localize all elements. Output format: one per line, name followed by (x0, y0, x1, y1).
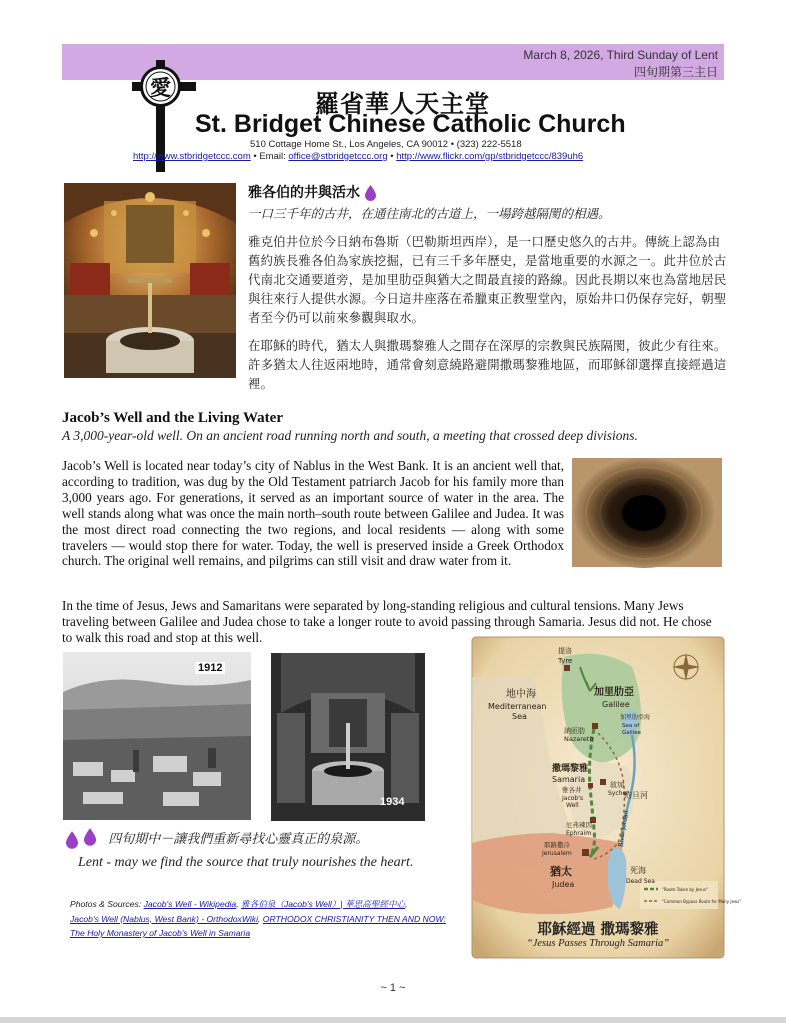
well-shaft-photo (572, 458, 722, 567)
article-paragraph-en-2: In the time of Jesus, Jews and Samaritans were separated by long-standing religious and cultural tensions. Many Jews traveling between Galilee and Judea chose to take a longer route to avoid passing through Samaria. Jesus did not. He chose to walk this road and stop at this well. (62, 598, 712, 645)
map-label-well-cn: 雅各井 (562, 786, 582, 794)
photo-1912-image (63, 652, 251, 820)
article-subtitle-en: A 3,000-year-old well. On an ancient road running north and south, a meeting that crossed deep divisions. (62, 428, 638, 443)
map-label-tyre-cn: 提洛 (558, 647, 572, 655)
map-label-jerusalem-cn: 耶路撒冷 (544, 841, 570, 849)
map-label-galilee-en: Galilee (602, 700, 630, 709)
article-paragraph-cn-2: 在耶穌的時代，猶太人與撒瑪黎雅人之間存在深厚的宗教與民族隔閡，彼此少有往來。許多猶太人往返兩地時，通常會刻意繞路避開撒瑪黎雅地區，而耶穌卻選擇直接經過這裡。 (248, 338, 727, 391)
map-label-sychar-en: Sychor (608, 790, 629, 797)
contact-links (133, 151, 583, 162)
water-drop-icon (84, 828, 96, 846)
church-name-cn: 羅省華人天主堂 (315, 90, 490, 118)
map-label-tyre-en: Tyre (558, 657, 573, 665)
water-drop-icon (66, 831, 78, 849)
photo-1912 (63, 652, 251, 820)
source-link-wikipedia[interactable]: Jacob's Well - Wikipedia (143, 899, 237, 909)
article-title-cn (248, 182, 376, 202)
map-label-samaria-cn: 撒瑪黎雅 (552, 764, 589, 774)
water-drop-icon (365, 185, 376, 201)
lent-message-cn (66, 828, 368, 849)
map-legend-common: "Common Bypass Route for Many Jews" (662, 899, 742, 904)
article-title-cn-text: 雅各伯的井與活水 (248, 185, 360, 201)
sources-prefix: Photos & Sources: (70, 899, 144, 909)
article-title-en: Jacob’s Well and the Living Water (62, 410, 283, 426)
page-number: ~ 1 ~ (380, 982, 406, 994)
article-paragraph-en-1: Jacob’s Well is located near today’s city of Nablus in the West Bank. It is an ancient well that, according to tradition, was dug by the Old Testament patriarch Jacob for his family more than 3,000 years ago. For generations, it served as an important source of water in the area. The well stands along what was once the main north–south route between Galilee and Judea. It was the most direct road connecting the two regions, and local residents — along with some travelers — would stop there for water. Today, the well is preserved inside a Greek Orthodox church. The original well remains, and pilgrims can still visit and draw water from it. (62, 458, 564, 569)
lent-message-en: Lent - may we find the source that truly nourishes the heart. (78, 855, 414, 870)
website-link[interactable]: http://www.stbridgetccc.com (133, 151, 251, 162)
article-paragraph-cn-1: 雅克伯井位於今日納布魯斯（巴勒斯坦西岸），是一口歷史悠久的古井。傳統上認為由舊約族長雅各伯為家族挖掘，已有三千多年歷史，是當地重要的水源之一。此井位於古代南北交通要道旁，是加里肋亞與猶大之間最直接的路線。因此長期以來也為當地居民與往來行人提供水源。今日這井座落在希臘東正教聖堂內，原始井口仍保存完好，朝聖者至今仍可以前來參觀與取水。 (248, 234, 727, 325)
map-label-med-cn: 地中海 (506, 689, 536, 700)
photo-1934-label: 1934 (380, 796, 405, 808)
map-label-jordan-cn: 約旦河 (624, 791, 648, 800)
map-label-well-en-2: Well (566, 802, 579, 809)
map-legend-jesus: "Route Taken by Jesus" (662, 887, 708, 892)
route-map (472, 637, 742, 958)
date-line-cn: 四旬期第三主日 (633, 65, 718, 79)
photo-sources (70, 897, 462, 941)
map-label-well-en: Jacob's (562, 795, 583, 802)
logo-glyph: 愛 (150, 76, 171, 100)
church-name-en: St. Bridget Chinese Catholic Church (195, 110, 626, 138)
source-link-orthodoxwiki[interactable]: Jacob's Well (Nablus, West Bank) - OrthodoxWiki (70, 913, 258, 924)
church-address: 510 Cottage Home St., Los Angeles, CA 90012 • (323) 222-5518 (250, 139, 522, 150)
map-title-cn: 耶穌經過 撒瑪黎雅 (537, 922, 659, 938)
source-link-studium[interactable]: 雅各伯泉（Jacob's Well）| 華思高聖經中心 (241, 899, 406, 909)
map-label-jerusalem-en: Jerusalem (542, 850, 572, 857)
date-line: March 8, 2026, Third Sunday of Lent (523, 48, 718, 62)
source-separator: , (405, 899, 408, 909)
map-label-med-en-2: Sea (512, 712, 527, 721)
email-link[interactable]: office@stbridgetccc.org (288, 151, 388, 162)
map-label-judea-cn: 猶太 (550, 865, 572, 878)
map-label-sea-galilee-en: Sea of (622, 723, 640, 729)
map-label-sea-galilee-cn: 加里肋亞海 (620, 714, 651, 721)
map-label-nazareth-cn: 納匝肋 (564, 727, 585, 735)
source-separator: , (257, 913, 263, 924)
map-label-galilee-cn: 加里肋亞 (594, 687, 634, 698)
email-label: • Email: (250, 151, 289, 162)
source-link-orthodox-then-and-now[interactable]: ORTHODOX CHRISTIANITY THEN AND NOW: The Holy Monastery of Jacob's Well in Samaria (70, 913, 446, 938)
map-label-judea-en: Judea (552, 880, 575, 889)
chapel-photo (64, 183, 236, 378)
map-title-en: “Jesus Passes Through Samaria” (526, 938, 670, 949)
map-label-ephraim-en: Ephraim (566, 830, 592, 837)
map-label-ephraim-cn: 厄弗辣因 (566, 821, 592, 829)
source-separator: , (236, 899, 241, 909)
link-separator: • (387, 151, 397, 162)
map-label-med-en: Mediterranean (488, 702, 547, 711)
flickr-link[interactable]: http://www.flickr.com/gp/stbridgetccc/839uh6 (396, 151, 584, 162)
article-subtitle-cn: 一口三千年的古井，在通往南北的古道上，一場跨越隔閡的相遇。 (248, 206, 611, 221)
map-label-samaria-en: Samaria (552, 775, 586, 784)
map-label-dead-sea-cn: 死海 (630, 866, 646, 875)
photo-1934 (271, 653, 425, 821)
map-label-nazareth-en: Nazareth (564, 735, 594, 743)
map-label-sea-galilee-en-2: Galilee (622, 730, 641, 736)
lent-message-cn-text: 四旬期中－讓我們重新尋找心靈真正的泉源。 (108, 832, 369, 847)
map-label-dead-sea-en: Dead Sea (626, 878, 655, 885)
map-label-jordan-en: River Jordan (617, 810, 631, 848)
photo-1912-label: 1912 (195, 662, 225, 674)
map-label-sychar-cn: 敘加 (610, 781, 624, 789)
page-bottom-edge (0, 1017, 786, 1023)
